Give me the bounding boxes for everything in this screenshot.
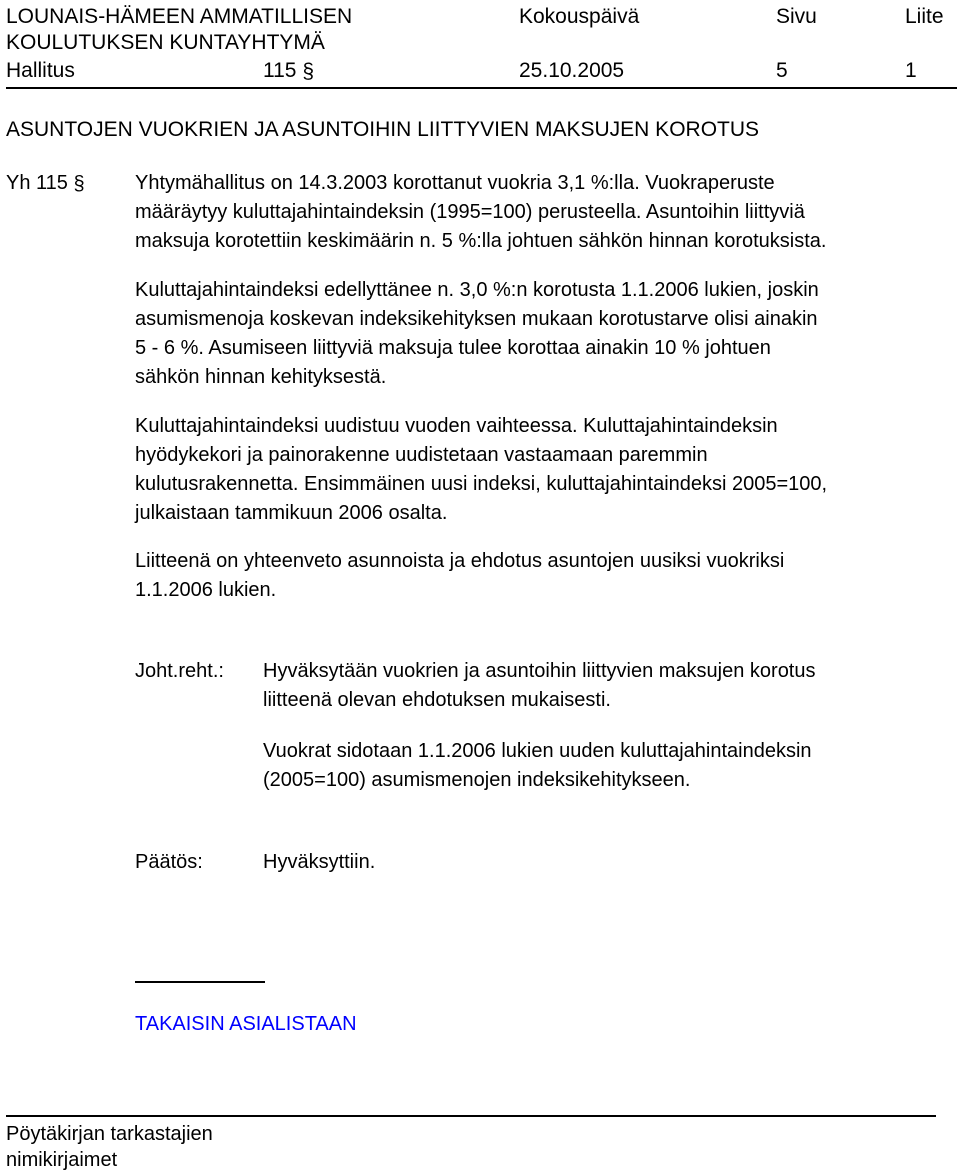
paragraph-line: julkaistaan tammikuun 2006 osalta. bbox=[135, 502, 448, 524]
paragraph-line: 1.1.2006 lukien. bbox=[135, 579, 277, 601]
footer-signature-label-line2: nimikirjaimet bbox=[6, 1149, 118, 1171]
section-reference-label: Yh 115 bbox=[6, 172, 68, 194]
paragraph-line: asumismenoja koskevan indeksikehityksen mukaan korotustarve olisi ainakin bbox=[135, 308, 818, 330]
organization-name-line2: KOULUTUKSEN KUNTAYHTYMÄ bbox=[6, 31, 325, 54]
paragraph-line: sähkön hinnan kehityksestä. bbox=[135, 366, 387, 388]
footer-signature-label-line1: Pöytäkirjan tarkastajien bbox=[6, 1123, 213, 1145]
paragraph-line: maksuja korotettiin keskimäärin n. 5 %:lla johtuen sähkön hinnan korotuksista. bbox=[135, 230, 827, 252]
link-divider bbox=[135, 981, 265, 983]
back-to-agenda-link[interactable]: TAKAISIN ASIALISTAAN bbox=[135, 1013, 357, 1035]
paragraph-line: (2005=100) asumismenojen indeksikehitykseen. bbox=[263, 769, 691, 791]
section-sign: § bbox=[302, 60, 315, 83]
paragraph-line: hyödykekori ja painorakenne uudistetaan vastaamaan paremmin bbox=[135, 444, 708, 466]
decision-label: Päätös: bbox=[135, 851, 203, 873]
body-paragraph-3 bbox=[135, 412, 950, 528]
paragraph-line: Hyväksytään vuokrien ja asuntoihin liittyvien maksujen korotus bbox=[263, 660, 816, 682]
footer-divider bbox=[6, 1115, 936, 1117]
section-number bbox=[263, 58, 314, 84]
attachment-label: Liite bbox=[905, 5, 944, 28]
document-title: ASUNTOJEN VUOKRIEN JA ASUNTOIHIN LIITTYVIEN MAKSUJEN KOROTUS bbox=[6, 118, 760, 141]
paragraph-line: Kuluttajahintaindeksi edellyttänee n. 3,0 %:n korotusta 1.1.2006 lukien, joskin bbox=[135, 279, 819, 301]
meeting-date-label: Kokouspäivä bbox=[519, 5, 640, 28]
organization-name-line1: LOUNAIS-HÄMEEN AMMATILLISEN bbox=[6, 5, 353, 28]
attachment-number: 1 bbox=[905, 59, 917, 82]
decision-text: Hyväksyttiin. bbox=[263, 851, 376, 873]
paragraph-line: 5 - 6 %. Asumiseen liittyviä maksuja tulee korottaa ainakin 10 % johtuen bbox=[135, 337, 771, 359]
section-number-value: 115 bbox=[263, 59, 297, 82]
meeting-date: 25.10.2005 bbox=[519, 59, 625, 82]
paragraph-line: kulutusrakennetta. Ensimmäinen uusi indeksi, kuluttajahintaindeksi 2005=100, bbox=[135, 473, 828, 495]
proposal-paragraph-2 bbox=[263, 737, 953, 795]
paragraph-line: Yhtymähallitus on 14.3.2003 korottanut vuokria 3,1 %:lla. Vuokraperuste bbox=[135, 172, 775, 194]
paragraph-line: liitteenä olevan ehdotuksen mukaisesti. bbox=[263, 689, 611, 711]
governing-body: Hallitus bbox=[6, 59, 75, 82]
body-paragraph-2 bbox=[135, 276, 950, 392]
paragraph-line: Liitteenä on yhteenveto asunnoista ja ehdotus asuntojen uusiksi vuokriksi bbox=[135, 550, 785, 572]
page-number: 5 bbox=[776, 59, 788, 82]
proposal-label: Joht.reht.: bbox=[135, 660, 224, 682]
body-paragraph-4 bbox=[135, 547, 950, 605]
page-label: Sivu bbox=[776, 5, 817, 28]
paragraph-line: Kuluttajahintaindeksi uudistuu vuoden vaihteessa. Kuluttajahintaindeksin bbox=[135, 415, 778, 437]
body-paragraph-1 bbox=[135, 169, 950, 256]
section-reference-sign: § bbox=[73, 173, 85, 195]
paragraph-line: määräytyy kuluttajahintaindeksin (1995=100) perusteella. Asuntoihin liittyviä bbox=[135, 201, 805, 223]
proposal-paragraph-1 bbox=[263, 657, 953, 715]
paragraph-line: Vuokrat sidotaan 1.1.2006 lukien uuden kuluttajahintaindeksin bbox=[263, 740, 812, 762]
header-divider bbox=[6, 87, 957, 89]
section-reference bbox=[6, 169, 85, 198]
